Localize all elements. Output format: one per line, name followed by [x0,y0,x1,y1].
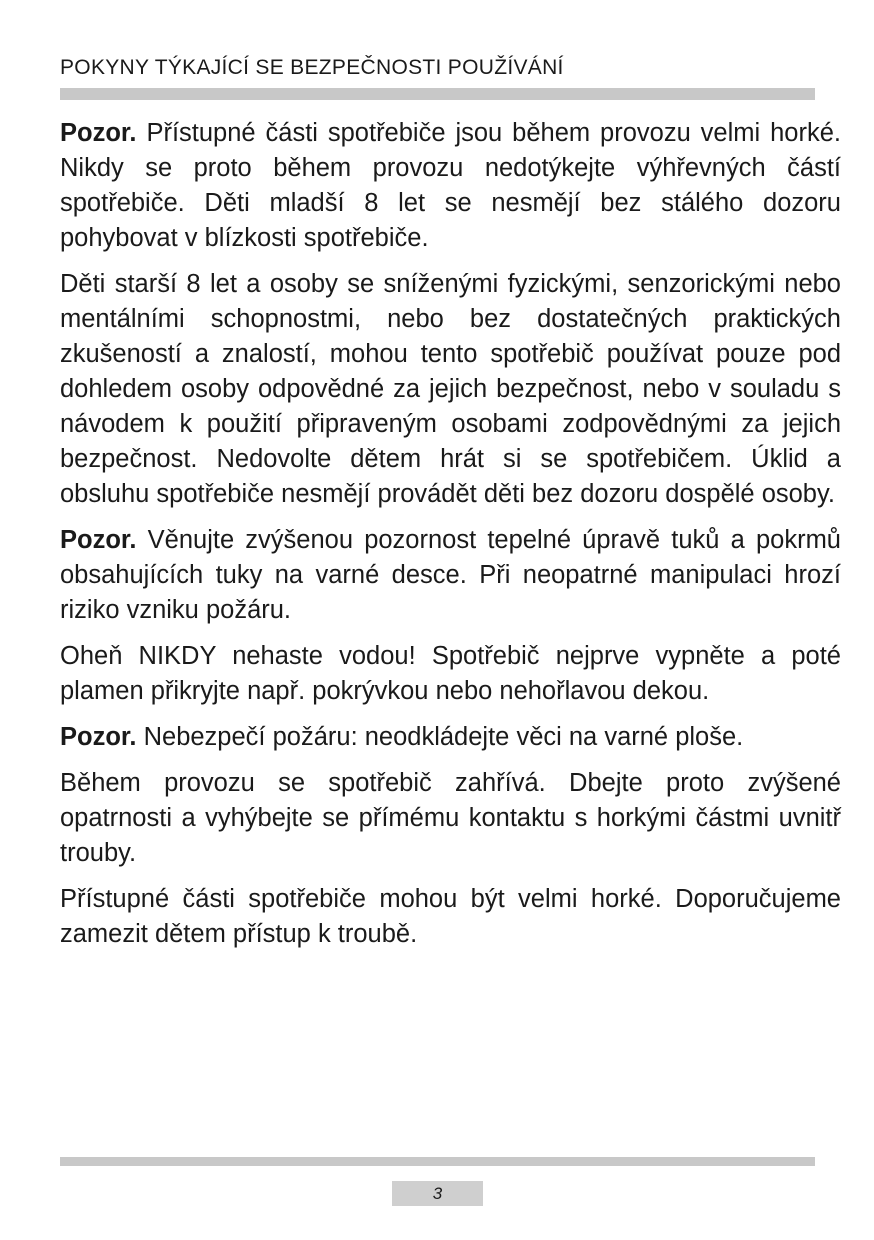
warning-label: Pozor. [60,119,137,147]
paragraph-text: Přístupné části spotřebiče jsou během provozu velmi horké. Nikdy se proto během provozu nedotýkejte výhřevných částí spotřebiče. Děti mladší 8 let se nesmějí bez stálého dozoru pohybovat v blízkosti spotřebiče. [60,119,841,252]
header-divider [60,88,815,100]
paragraph-fat-cooking-warning [60,523,841,628]
paragraph-text: Děti starší 8 let a osoby se sníženými fyzickými, senzorickými nebo mentálními schopnostmi, nebo bez dostatečných praktických zkušeností a znalostí, mohou tento spotřebič používat pouze pod dohledem osoby odpovědné za jejich bezpečnost, nebo v souladu s návodem k použití připraveným osobami zodpovědnými za jejich bezpečnost. Nedovolte dětem hrát si se spotřebičem. Úklid a obsluhu spotřebiče nesmějí provádět děti bez dozoru dospělé osoby. [60,270,841,508]
warning-label: Pozor. [60,526,137,554]
paragraph-text: Věnujte zvýšenou pozornost tepelné úpravě tuků a pokrmů obsahujících tuky na varné desce. Při neopatrné manipulaci hrozí riziko vzniku požáru. [60,526,841,624]
paragraph-text: Nebezpečí požáru: neodkládejte věci na varné ploše. [136,723,744,751]
paragraph-children-supervision [60,267,841,512]
safety-instructions-content [60,116,841,963]
paragraph-text: Oheň NIKDY nehaste vodou! Spotřebič nejprve vypněte a poté plamen přikryjte např. pokrývkou nebo nehořlavou dekou. [60,642,841,705]
paragraph-fire-extinguish [60,639,841,709]
page-header-title: POKYNY TÝKAJÍCÍ SE BEZPEČNOSTI POUŽÍVÁNÍ [60,56,564,79]
warning-label: Pozor. [60,723,137,751]
paragraph-hot-parts-warning [60,116,841,256]
page-number: 3 [392,1181,483,1206]
paragraph-fire-hazard [60,720,841,755]
footer-divider [60,1157,815,1166]
paragraph-text: Během provozu se spotřebič zahřívá. Dbejte proto zvýšené opatrnosti a vyhýbejte se přímému kontaktu s horkými částmi uvnitř trouby. [60,769,841,867]
paragraph-oven-access [60,882,841,952]
paragraph-text: Přístupné části spotřebiče mohou být velmi horké. Doporučujeme zamezit dětem přístup k troubě. [60,885,841,948]
paragraph-oven-heating [60,766,841,871]
